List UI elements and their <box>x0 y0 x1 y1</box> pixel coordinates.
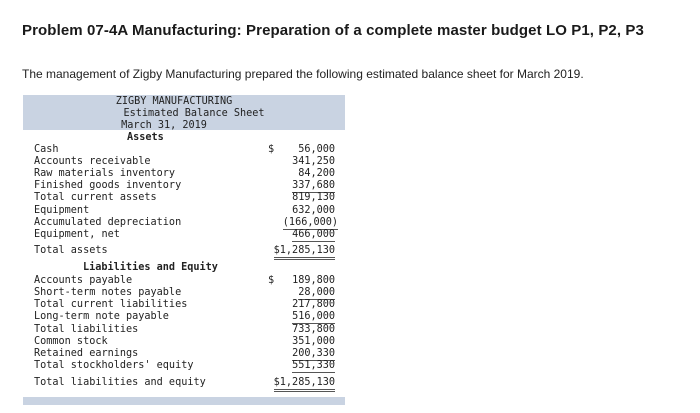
statement-name: Estimated Balance Sheet <box>123 108 265 119</box>
row-amount: 632,000 <box>292 205 335 216</box>
problem-title: Problem 07-4A Manufacturing: Preparation of a complete master budget LO P1, P2, P3 <box>22 22 644 39</box>
table-row <box>23 348 345 360</box>
row-amount: 733,800 <box>292 324 335 335</box>
row-label: Finished goods inventory <box>34 180 182 191</box>
row-label: Total current liabilities <box>34 299 188 310</box>
row-amount: 217,800 <box>292 299 335 310</box>
liabilities-heading: Liabilities and Equity <box>83 262 218 273</box>
row-amount: 551,330 <box>292 360 335 371</box>
row-amount: 337,680 <box>292 180 335 191</box>
table-row <box>23 336 345 348</box>
table-row <box>23 275 345 287</box>
table-row <box>23 156 345 168</box>
row-label: Accounts payable <box>34 275 133 286</box>
row-label: Equipment, net <box>34 229 120 240</box>
currency-sign: $ <box>268 275 275 286</box>
row-label: Equipment <box>34 205 90 216</box>
row-label: Accumulated depreciation <box>34 217 182 228</box>
row-amount: 466,000 <box>292 229 335 240</box>
table-row <box>23 299 345 311</box>
company-name: ZIGBY MANUFACTURING <box>115 96 233 107</box>
row-amount: 28,000 <box>298 287 335 298</box>
row-amount: $1,285,130 <box>274 245 335 260</box>
row-label: Raw materials inventory <box>34 168 176 179</box>
table-row <box>23 360 345 372</box>
row-label: Total assets <box>34 245 108 256</box>
row-label: Total current assets <box>34 192 157 203</box>
row-amount: 341,250 <box>292 156 335 167</box>
table-row <box>23 229 345 241</box>
row-amount: 56,000 <box>298 144 335 155</box>
row-label: Common stock <box>34 336 108 347</box>
row-amount: $1,285,130 <box>274 377 335 392</box>
row-amount: 516,000 <box>292 311 335 322</box>
footer-band <box>23 397 345 405</box>
row-label: Accounts receivable <box>34 156 151 167</box>
row-amount: (166,000) <box>282 217 338 228</box>
table-row <box>23 245 345 257</box>
statement-date: March 31, 2019 <box>121 120 207 131</box>
row-amount: 189,800 <box>292 275 335 286</box>
row-label: Total liabilities <box>34 324 139 335</box>
row-amount: 351,000 <box>292 336 335 347</box>
row-label: Cash <box>34 144 59 155</box>
balance-sheet <box>23 95 345 405</box>
table-row <box>23 168 345 180</box>
row-label: Total stockholders' equity <box>34 360 194 371</box>
assets-heading: Assets <box>127 132 164 143</box>
table-row <box>23 144 345 156</box>
currency-sign: $ <box>268 144 275 155</box>
table-row <box>23 192 345 204</box>
table-row <box>23 287 345 299</box>
problem-intro: The management of Zigby Manufacturing prepared the following estimated balance sheet for March 2019. <box>22 67 584 81</box>
table-row <box>23 311 345 323</box>
table-row <box>23 377 345 389</box>
table-row <box>23 324 345 336</box>
row-label: Short-term notes payable <box>34 287 182 298</box>
row-amount: 819,130 <box>292 192 335 203</box>
row-amount: 84,200 <box>298 168 335 179</box>
row-label: Total liabilities and equity <box>34 377 206 388</box>
table-row <box>23 205 345 217</box>
row-label: Long-term note payable <box>34 311 169 322</box>
row-label: Retained earnings <box>34 348 139 359</box>
table-row <box>23 180 345 192</box>
table-row <box>23 217 345 229</box>
row-amount: 200,330 <box>292 348 335 359</box>
